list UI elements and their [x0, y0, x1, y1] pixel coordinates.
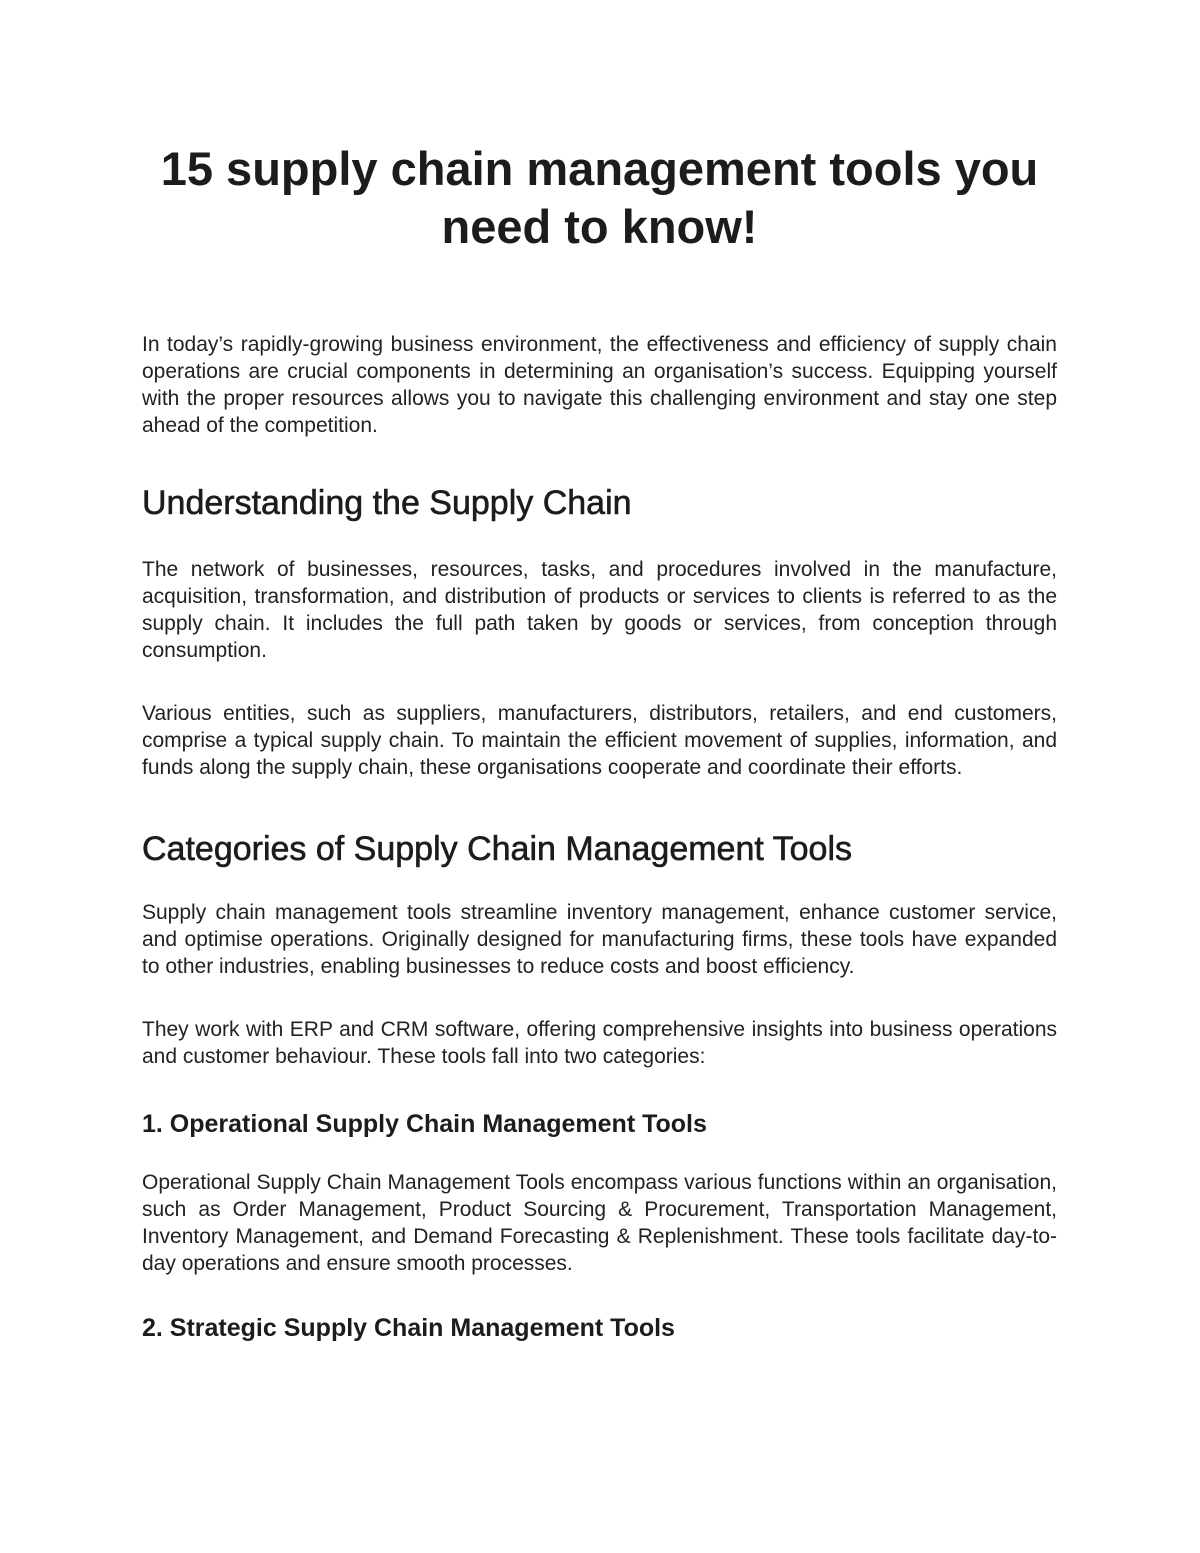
paragraph-supply-chain-entities: Various entities, such as suppliers, manufacturers, distributors, retailers, and end customers, comprise a typical supply chain. To maintain the efficient movement of supplies, information, and funds along the supply chain, these organisations cooperate and coordinate their efforts. [142, 702, 1057, 779]
heading-operational-tools: 1. Operational Supply Chain Management Tools [142, 1110, 707, 1138]
paragraph-categories-overview: Supply chain management tools streamline inventory management, enhance customer service, and optimise operations. Originally designed for manufacturing firms, these tools have expanded to other industries, enabling businesses to reduce costs and boost efficiency. [142, 901, 1057, 978]
paragraph-categories-erp-crm: They work with ERP and CRM software, offering comprehensive insights into business operations and customer behaviour. These tools fall into two categories: [142, 1018, 1057, 1068]
heading-categories: Categories of Supply Chain Management Tools [142, 830, 853, 868]
paragraph-operational-tools: Operational Supply Chain Management Tools encompass various functions within an organisation, such as Order Management, Product Sourcing & Procurement, Transportation Management, Inventory Management, and Demand Forecasting & Replenishment. These tools facilitate day-to-day operations and ensure smooth processes. [142, 1171, 1057, 1275]
document-title: 15 supply chain management tools you need to know! [160, 142, 1039, 253]
paragraph-supply-chain-definition: The network of businesses, resources, tasks, and procedures involved in the manufacture, acquisition, transformation, and distribution of products or services to clients is referred to as the supply chain. It includes the full path taken by goods or services, from conception through consumption. [142, 558, 1057, 662]
heading-strategic-tools: 2. Strategic Supply Chain Management Tools [142, 1314, 675, 1342]
document-page [142, 140, 1057, 1343]
heading-understanding-supply-chain: Understanding the Supply Chain [142, 484, 632, 522]
intro-paragraph: In today’s rapidly-growing business environment, the effectiveness and efficiency of supply chain operations are crucial components in determining an organisation’s success. Equipping yourself with the proper resources allows you to navigate this challenging environment and stay one step ahead of the competition. [142, 333, 1057, 437]
